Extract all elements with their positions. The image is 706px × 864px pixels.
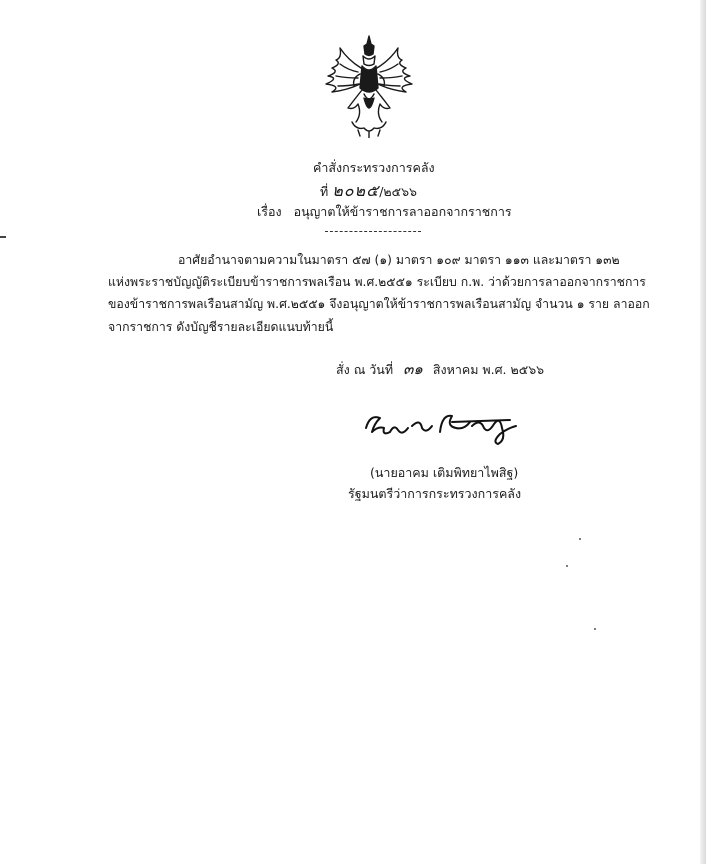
order-date-suffix: สิงหาคม พ.ศ. ๒๕๖๖: [432, 362, 545, 377]
order-number-line: [320, 183, 417, 200]
dashed-divider: [325, 231, 421, 232]
number-prefix: ที่: [320, 184, 329, 199]
scan-speck: [566, 565, 568, 567]
margin-mark: [0, 236, 6, 238]
signer-name: (นายอาคม เติมพิทยาไพสิฐ): [370, 465, 519, 480]
scan-speck: [594, 628, 596, 630]
order-date-prefix: สั่ง ณ วันที่: [336, 362, 394, 377]
scan-speck: [579, 538, 581, 540]
body-line-2: แห่งพระราชบัญญัติระเบียบข้าราชการพลเรือน พ.ศ.๒๕๕๑ ระเบียบ ก.พ. ว่าด้วยการลาออกจากราชการ: [108, 275, 646, 289]
body-line-1: อาศัยอำนาจตามความในมาตรา ๕๗ (๑) มาตรา ๑๐๙ มาตรา ๑๑๓ และมาตรา ๑๓๒: [178, 253, 620, 267]
handwritten-order-day: ๓๑: [403, 360, 423, 378]
body-line-3: ของข้าราชการพลเรือนสามัญ พ.ศ.๒๕๕๑ จึงอนุญาตให้ข้าราชการพลเรือนสามัญ จำนวน ๑ ราย ลาออก: [108, 297, 650, 311]
handwritten-order-number: ๒๐๒๕: [332, 181, 380, 200]
number-suffix: /๒๕๖๖: [379, 184, 417, 199]
subject-line: [257, 204, 512, 220]
subject-label: เรื่อง: [257, 204, 282, 219]
order-date-line: [336, 361, 544, 378]
garuda-emblem-icon: [318, 34, 420, 138]
subject-text: อนุญาตให้ข้าราชการลาออกจากราชการ: [293, 204, 512, 219]
document-heading: คำสั่งกระทรวงการคลัง: [313, 160, 435, 175]
body-line-4: จากราชการ ดังบัญชีรายละเอียดแนบท้ายนี้: [108, 320, 334, 334]
page-edge-shadow: [700, 0, 706, 864]
signature-icon: [360, 406, 530, 446]
signer-title: รัฐมนตรีว่าการกระทรวงการคลัง: [348, 486, 522, 501]
